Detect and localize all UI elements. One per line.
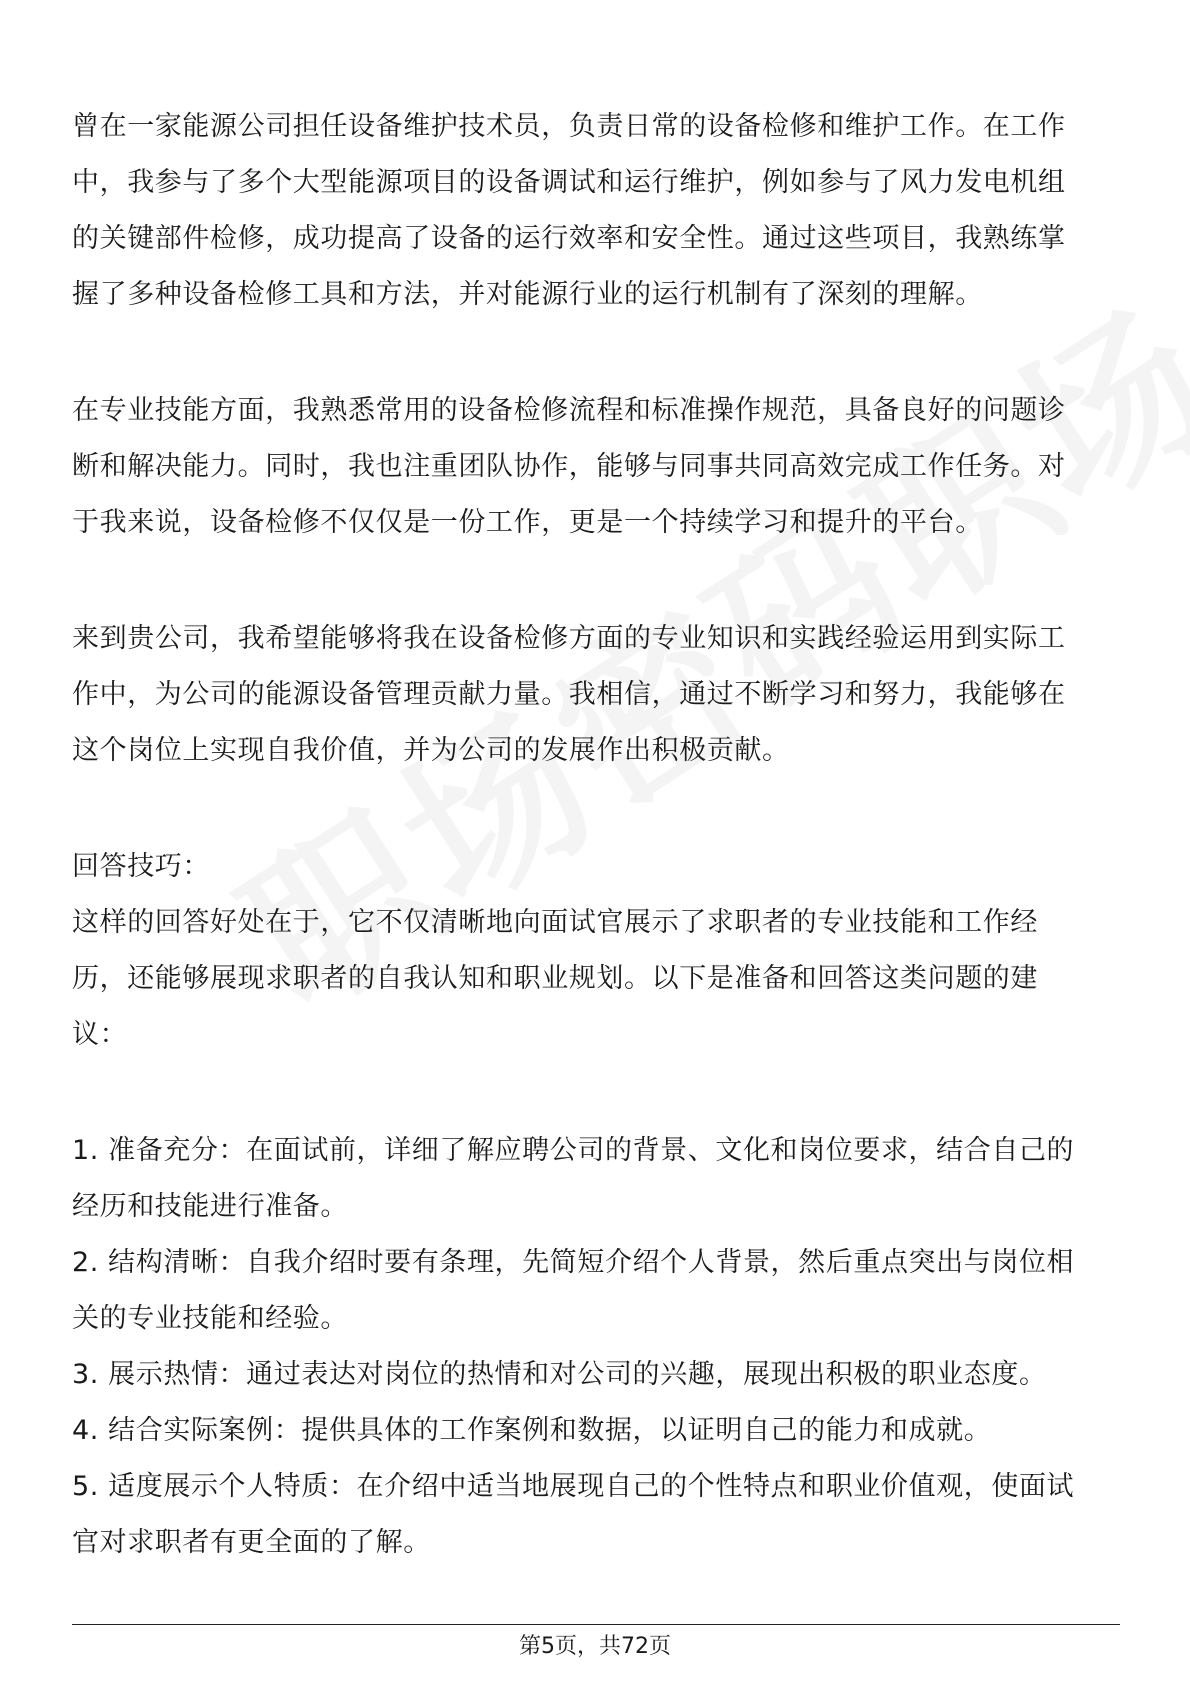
paragraph-1 bbox=[72, 99, 1122, 323]
tips-heading: 回答技巧： bbox=[72, 851, 210, 882]
text-line: 曾在一家能源公司担任设备维护技术员，负责日常的设备检修和维护工作。在工作 bbox=[72, 111, 1066, 142]
text-line: 5. 适度展示个人特质：在介绍中适当地展现自己的个性特点和职业价值观，使面试 bbox=[72, 1471, 1075, 1502]
text-line: 在专业技能方面，我熟悉常用的设备检修流程和标准操作规范，具备良好的问题诊 bbox=[72, 395, 1066, 426]
text-line: 于我来说，设备检修不仅仅是一份工作，更是一个持续学习和提升的平台。 bbox=[72, 507, 983, 538]
paragraph-3 bbox=[72, 611, 1122, 779]
text-line: 断和解决能力。同时，我也注重团队协作，能够与同事共同高效完成工作任务。对 bbox=[72, 451, 1066, 482]
text-line: 1. 准备充分：在面试前，详细了解应聘公司的背景、文化和岗位要求，结合自己的 bbox=[72, 1135, 1075, 1166]
text-line: 4. 结合实际案例：提供具体的工作案例和数据，以证明自己的能力和成就。 bbox=[72, 1415, 992, 1446]
text-line: 经历和技能进行准备。 bbox=[72, 1191, 348, 1222]
tip-item-2 bbox=[72, 1235, 1122, 1347]
text-line: 的关键部件检修，成功提高了设备的运行效率和安全性。通过这些项目，我熟练掌 bbox=[72, 223, 1066, 254]
tip-item-5 bbox=[72, 1459, 1122, 1571]
tips-section bbox=[72, 839, 1122, 1571]
paragraph-2 bbox=[72, 383, 1122, 551]
tips-list bbox=[72, 1123, 1122, 1571]
text-line: 这个岗位上实现自我价值，并为公司的发展作出积极贡献。 bbox=[72, 735, 790, 766]
text-line: 议： bbox=[72, 1019, 128, 1050]
text-line: 作中，为公司的能源设备管理贡献力量。我相信，通过不断学习和努力，我能够在 bbox=[72, 679, 1066, 710]
text-line: 历，还能够展现求职者的自我认知和职业规划。以下是准备和回答这类问题的建 bbox=[72, 963, 1038, 994]
text-line: 3. 展示热情：通过表达对岗位的热情和对公司的兴趣，展现出积极的职业态度。 bbox=[72, 1359, 1047, 1390]
text-line: 这样的回答好处在于，它不仅清晰地向面试官展示了求职者的专业技能和工作经 bbox=[72, 907, 1038, 938]
text-line: 来到贵公司，我希望能够将我在设备检修方面的专业知识和实践经验运用到实际工 bbox=[72, 623, 1066, 654]
page-number: 第5页，共72页 bbox=[519, 1634, 671, 1659]
text-line: 2. 结构清晰：自我介绍时要有条理，先简短介绍个人背景，然后重点突出与岗位相 bbox=[72, 1247, 1075, 1278]
text-line: 中，我参与了多个大型能源项目的设备调试和运行维护，例如参与了风力发电机组 bbox=[72, 167, 1066, 198]
text-line: 握了多种设备检修工具和方法，并对能源行业的运行机制有了深刻的理解。 bbox=[72, 279, 983, 310]
text-line: 官对求职者有更全面的了解。 bbox=[72, 1527, 431, 1558]
tip-item-4 bbox=[72, 1403, 1122, 1459]
footer-divider bbox=[72, 1624, 1120, 1625]
text-line: 关的专业技能和经验。 bbox=[72, 1303, 348, 1334]
tips-intro bbox=[72, 895, 1122, 1063]
page-content bbox=[72, 99, 1122, 1571]
tip-item-1 bbox=[72, 1123, 1122, 1235]
tip-item-3 bbox=[72, 1347, 1122, 1403]
